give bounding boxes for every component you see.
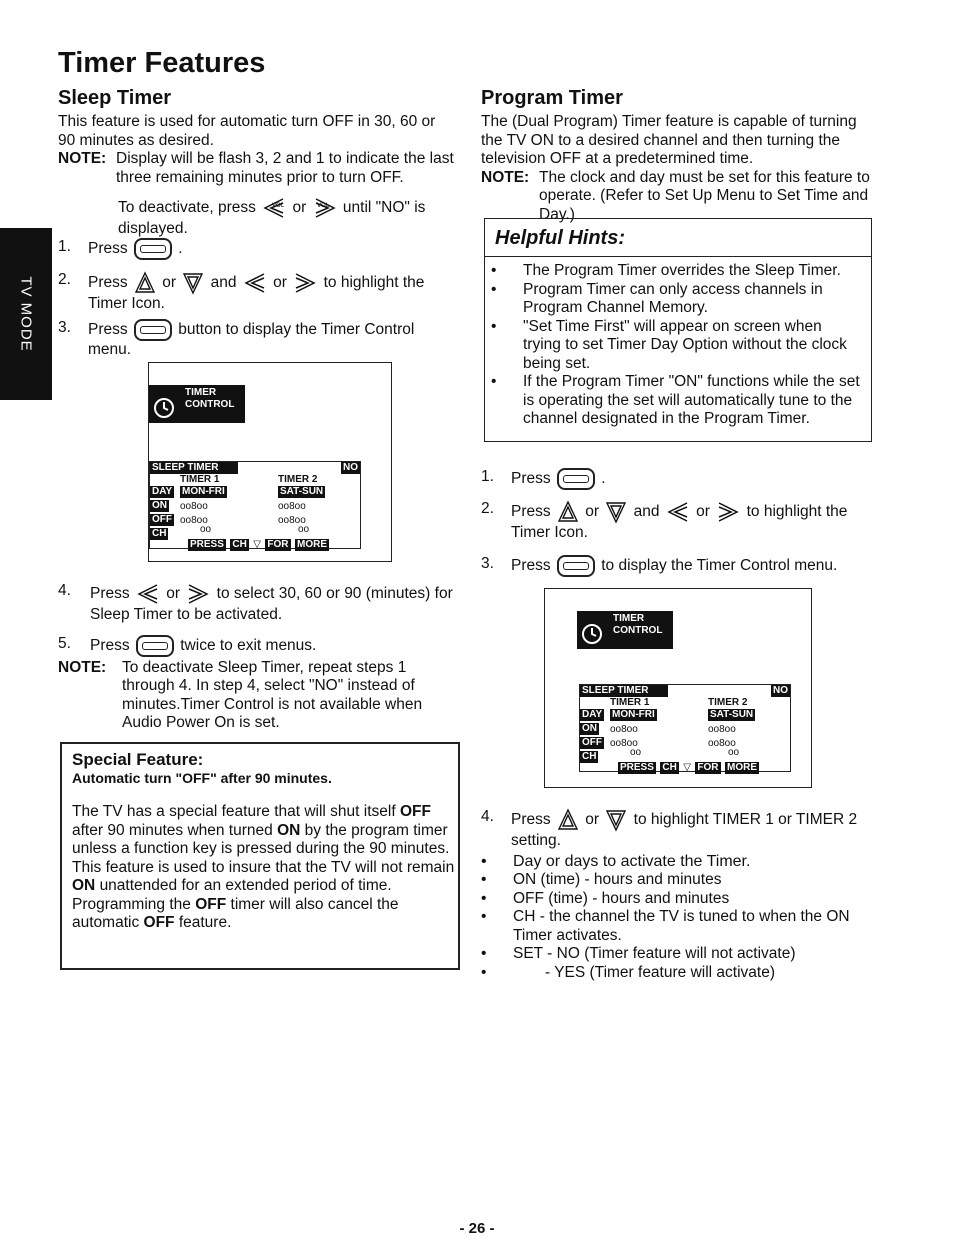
step-number: 4. bbox=[58, 582, 71, 599]
page-number: - 26 - bbox=[459, 1220, 495, 1237]
sleep-note-label: NOTE: bbox=[58, 150, 107, 167]
hint-text: The Program Timer overrides the Sleep Timer. bbox=[523, 262, 841, 279]
sleep-steps bbox=[58, 238, 454, 359]
step-text-end: . bbox=[178, 240, 183, 258]
or-text: or bbox=[292, 199, 307, 217]
sleep-step-1 bbox=[58, 238, 454, 260]
bullet: • bbox=[481, 945, 487, 962]
step-text: Press bbox=[511, 470, 551, 488]
hint-item bbox=[491, 318, 863, 374]
p1-off: OFF bbox=[399, 803, 431, 820]
program-timer-section bbox=[481, 113, 873, 224]
or-text: or bbox=[585, 811, 600, 829]
vol-right-icon bbox=[716, 500, 740, 524]
program-steps-continued bbox=[481, 808, 876, 982]
hint-text: Program Timer can only access channels in Program Channel Memory. bbox=[523, 280, 823, 316]
p3-off: OFF bbox=[195, 895, 227, 913]
timer-screen-illustration-2 bbox=[544, 588, 812, 788]
program-intro: The (Dual Program) Timer feature is capable of turning the TV ON to a desired channel and then turning the television OFF at a predetermined time. bbox=[481, 113, 857, 167]
step-text-end: to display the Timer Control menu. bbox=[601, 556, 838, 574]
setting-item bbox=[481, 945, 876, 964]
bullet: • bbox=[481, 871, 487, 888]
program-note bbox=[481, 169, 873, 225]
on-time-1: oo8oo bbox=[180, 501, 208, 512]
step-text: Press bbox=[90, 585, 130, 603]
bullet: • bbox=[481, 852, 487, 870]
timer-menu bbox=[579, 684, 791, 772]
special-subtitle: Automatic turn "OFF" after 90 minutes. bbox=[72, 770, 332, 786]
timer2-label: TIMER 2 bbox=[708, 697, 748, 708]
more-label: MORE bbox=[296, 539, 327, 550]
page-title: Timer Features bbox=[58, 47, 266, 79]
vol-left-icon bbox=[262, 196, 286, 220]
setting-text: SET - NO (Timer feature will not activate) bbox=[513, 945, 796, 962]
press-for-more bbox=[618, 757, 759, 775]
svg-text:VOL: VOL bbox=[272, 202, 285, 209]
sleep-timer-section bbox=[58, 113, 454, 239]
setting-text: OFF (time) - hours and minutes bbox=[513, 889, 730, 907]
step-text: Press bbox=[88, 320, 128, 338]
hint-item bbox=[491, 373, 863, 429]
p2-on: ON bbox=[72, 877, 96, 894]
program-note-text: The clock and day must be set for this feature to operate. (Refer to Set Up Menu to Set Time and Day.) bbox=[539, 168, 870, 223]
press-label: PRESS bbox=[190, 539, 224, 550]
step-text: Press bbox=[90, 636, 130, 654]
for-label: FOR bbox=[267, 539, 289, 550]
sleep-step-3 bbox=[58, 319, 454, 360]
timer-control-logo bbox=[149, 385, 245, 423]
p1-text-2: after 90 minutes when turned bbox=[72, 821, 273, 839]
program-steps bbox=[481, 468, 876, 577]
step-number: 3. bbox=[481, 554, 494, 572]
step-text-end: to highlight the Timer Icon. bbox=[511, 503, 848, 541]
setting-item bbox=[481, 853, 876, 872]
ch-label: CH bbox=[152, 528, 167, 539]
step-number: 4. bbox=[481, 808, 494, 825]
step-text: Press bbox=[88, 274, 128, 292]
bullet: • bbox=[491, 280, 497, 298]
clock-icon bbox=[580, 622, 604, 646]
special-title: Special Feature: bbox=[72, 750, 204, 769]
clock-icon bbox=[152, 396, 176, 420]
ch-key-label: CH bbox=[232, 539, 247, 550]
p1-on: ON bbox=[277, 821, 301, 839]
on-time-2: oo8oo bbox=[708, 724, 736, 735]
sleep-intro: This feature is used for automatic turn OFF in 30, 60 or 90 minutes as desired. bbox=[58, 113, 436, 149]
and-text: and bbox=[633, 503, 660, 521]
side-tab-label: TV MODE bbox=[17, 276, 35, 352]
side-tab bbox=[0, 228, 52, 400]
day2-value: SAT-SUN bbox=[280, 486, 324, 497]
setting-text: ON (time) - hours and minutes bbox=[513, 871, 722, 888]
day1-value: MON-FRI bbox=[612, 709, 655, 720]
sleep-step-4 bbox=[58, 582, 454, 625]
step-text-end: to highlight the Timer Icon. bbox=[88, 274, 425, 312]
program-step-4 bbox=[481, 808, 876, 851]
or-text: or bbox=[273, 274, 287, 292]
timer1-label: TIMER 1 bbox=[610, 697, 650, 708]
step-number: 1. bbox=[58, 238, 71, 255]
note2-label: NOTE: bbox=[58, 658, 107, 676]
off-time-2: oo8oo bbox=[278, 515, 306, 526]
ch-key-label: CH bbox=[662, 762, 677, 773]
vol-right-icon bbox=[293, 271, 317, 295]
special-p1 bbox=[72, 803, 458, 859]
step-text: Press bbox=[511, 811, 551, 829]
setting-item bbox=[481, 890, 876, 909]
action-key-icon bbox=[557, 468, 595, 490]
sleep-timer-heading: Sleep Timer bbox=[58, 87, 172, 109]
ch-value-1: oo bbox=[200, 524, 212, 535]
action-key-icon bbox=[134, 319, 172, 341]
bullet: • bbox=[481, 908, 487, 925]
setting-item bbox=[481, 871, 876, 890]
step-text-end: . bbox=[601, 470, 606, 488]
step-text-end: twice to exit menus. bbox=[180, 636, 317, 654]
logo-bottom-text: CONTROL bbox=[613, 625, 663, 636]
step-text: Press bbox=[511, 556, 551, 574]
p1-text: The TV has a special feature that will shut itself bbox=[72, 803, 396, 820]
on-time-2: oo8oo bbox=[278, 501, 306, 512]
or-text: or bbox=[162, 274, 177, 292]
hint-item bbox=[491, 281, 863, 318]
on-time-1: oo8oo bbox=[610, 724, 638, 735]
deactivate-text: To deactivate, press bbox=[118, 199, 256, 217]
setting-text: Day or days to activate the Timer. bbox=[513, 852, 751, 870]
press-label: PRESS bbox=[620, 762, 654, 773]
no-label: NO bbox=[773, 685, 788, 696]
note2-text: To deactivate Sleep Timer, repeat steps 1 through 4. In step 4, select "NO" instead of minutes.Timer Control is not available when Audio Power On is set. bbox=[122, 658, 423, 731]
vol-left-icon bbox=[136, 582, 160, 606]
bullet: • bbox=[491, 317, 497, 335]
setting-text: - YES (Timer feature will activate) bbox=[545, 963, 775, 981]
step-text-end: to highlight TIMER 1 or TIMER 2 setting. bbox=[511, 811, 858, 849]
action-key-icon bbox=[557, 555, 595, 577]
day2-value: SAT-SUN bbox=[710, 709, 754, 720]
ch-value-2: oo bbox=[728, 747, 740, 758]
step-text-end: button to display the Timer Control menu. bbox=[88, 320, 415, 358]
more-label: MORE bbox=[726, 762, 757, 773]
hints-header bbox=[485, 219, 871, 257]
step-text-end: to select 30, 60 or 90 (minutes) for Sleep Timer to be activated. bbox=[90, 585, 453, 623]
program-step-3 bbox=[481, 555, 876, 577]
helpful-hints-box bbox=[484, 218, 872, 442]
special-feature-box bbox=[60, 742, 460, 970]
and-text: and bbox=[210, 274, 237, 292]
setting-item bbox=[481, 964, 876, 983]
p1-text-3: by the program timer unless a function key is pressed during the 90 minutes. bbox=[72, 821, 450, 857]
ch-up-icon bbox=[557, 500, 579, 524]
press-for-more bbox=[188, 534, 329, 552]
setting-item bbox=[481, 908, 876, 945]
ch-value-1: oo bbox=[630, 747, 642, 758]
sleep-step-2 bbox=[58, 271, 454, 314]
p3-text-2: timer will also cancel the automatic bbox=[72, 895, 399, 931]
action-key-icon bbox=[136, 635, 174, 657]
vol-right-icon bbox=[186, 582, 210, 606]
on-label: ON bbox=[582, 723, 597, 734]
p3-text: Programming the bbox=[72, 895, 191, 913]
p2-text: This feature is used to insure that the TV will not remain bbox=[72, 858, 455, 876]
hint-text: "Set Time First" will appear on screen when trying to set Timer Day Option without the clock being set. bbox=[523, 317, 847, 372]
step-text: Press bbox=[511, 503, 551, 521]
no-label: NO bbox=[343, 462, 358, 473]
sleep-steps-continued bbox=[58, 582, 454, 733]
vol-right-icon bbox=[313, 196, 337, 220]
program-step-1 bbox=[481, 468, 876, 490]
timer-control-logo bbox=[577, 611, 673, 649]
hints-title: Helpful Hints: bbox=[495, 227, 625, 249]
timer-menu bbox=[149, 461, 361, 549]
day-label: DAY bbox=[582, 709, 603, 720]
sleep-note-text: Display will be flash 3, 2 and 1 to indicate the last three remaining minutes prior to turn OFF. bbox=[116, 150, 454, 186]
p3-text-3: feature. bbox=[178, 914, 232, 931]
day-label: DAY bbox=[152, 486, 173, 497]
bullet: • bbox=[491, 373, 497, 390]
sleep-timer-label: SLEEP TIMER bbox=[150, 462, 238, 474]
off-label: OFF bbox=[582, 737, 602, 748]
day1-value: MON-FRI bbox=[182, 486, 225, 497]
hints-list bbox=[485, 257, 871, 429]
program-step-2 bbox=[481, 500, 876, 543]
step-number: 1. bbox=[481, 468, 494, 485]
program-note-label: NOTE: bbox=[481, 168, 530, 186]
timer-screen-illustration bbox=[148, 362, 392, 562]
for-label: FOR bbox=[697, 762, 719, 773]
setting-text: CH - the channel the TV is tuned to when the ON Timer activates. bbox=[513, 908, 850, 944]
logo-top-text: TIMER bbox=[185, 387, 217, 398]
svg-text:VOL: VOL bbox=[316, 202, 329, 209]
step-text: Press bbox=[88, 240, 128, 258]
step-number: 5. bbox=[58, 634, 71, 652]
sleep-step-5 bbox=[58, 635, 454, 657]
hint-text: If the Program Timer "ON" functions while the set is operating the set will automatically tune to the channel designated in the Program Timer. bbox=[523, 373, 860, 427]
bullet: • bbox=[491, 262, 497, 279]
off-time-1: oo8oo bbox=[610, 738, 638, 749]
step-number: 2. bbox=[481, 500, 494, 517]
vol-left-icon bbox=[243, 271, 267, 295]
ch-down-icon bbox=[605, 500, 627, 524]
action-key-icon bbox=[134, 238, 172, 260]
off-label: OFF bbox=[152, 514, 172, 525]
or-text: or bbox=[585, 503, 600, 521]
ch-up-icon bbox=[134, 271, 156, 295]
program-timer-heading: Program Timer bbox=[481, 87, 623, 109]
ch-value-2: oo bbox=[298, 524, 310, 535]
bullet: • bbox=[481, 963, 487, 981]
down-arrow-icon: ▽ bbox=[683, 762, 691, 773]
off-time-2: oo8oo bbox=[708, 738, 736, 749]
logo-top-text: TIMER bbox=[613, 613, 645, 624]
deactivate-text-end: until "NO" is displayed. bbox=[118, 199, 426, 237]
step-number: 3. bbox=[58, 318, 71, 336]
p3-off-2: OFF bbox=[143, 914, 175, 931]
sleep-timer-label: SLEEP TIMER bbox=[580, 685, 668, 697]
sleep-note-2 bbox=[58, 659, 454, 733]
special-p2 bbox=[72, 859, 458, 896]
special-p3 bbox=[72, 896, 458, 933]
ch-down-icon bbox=[182, 271, 204, 295]
hint-item bbox=[491, 262, 863, 281]
off-time-1: oo8oo bbox=[180, 515, 208, 526]
ch-down-icon bbox=[605, 808, 627, 832]
deactivate-line bbox=[118, 196, 454, 239]
ch-up-icon bbox=[557, 808, 579, 832]
step-number: 2. bbox=[58, 271, 71, 288]
or-text: or bbox=[696, 503, 710, 521]
on-label: ON bbox=[152, 500, 167, 511]
p2-text-2: unattended for an extended period of time. bbox=[99, 877, 392, 894]
sleep-note bbox=[58, 150, 454, 187]
logo-bottom-text: CONTROL bbox=[185, 399, 235, 410]
ch-label: CH bbox=[582, 751, 597, 762]
bullet: • bbox=[481, 889, 487, 907]
timer2-label: TIMER 2 bbox=[278, 474, 318, 485]
or-text: or bbox=[166, 585, 181, 603]
down-arrow-icon: ▽ bbox=[253, 539, 261, 550]
vol-left-icon bbox=[666, 500, 690, 524]
timer1-label: TIMER 1 bbox=[180, 474, 220, 485]
